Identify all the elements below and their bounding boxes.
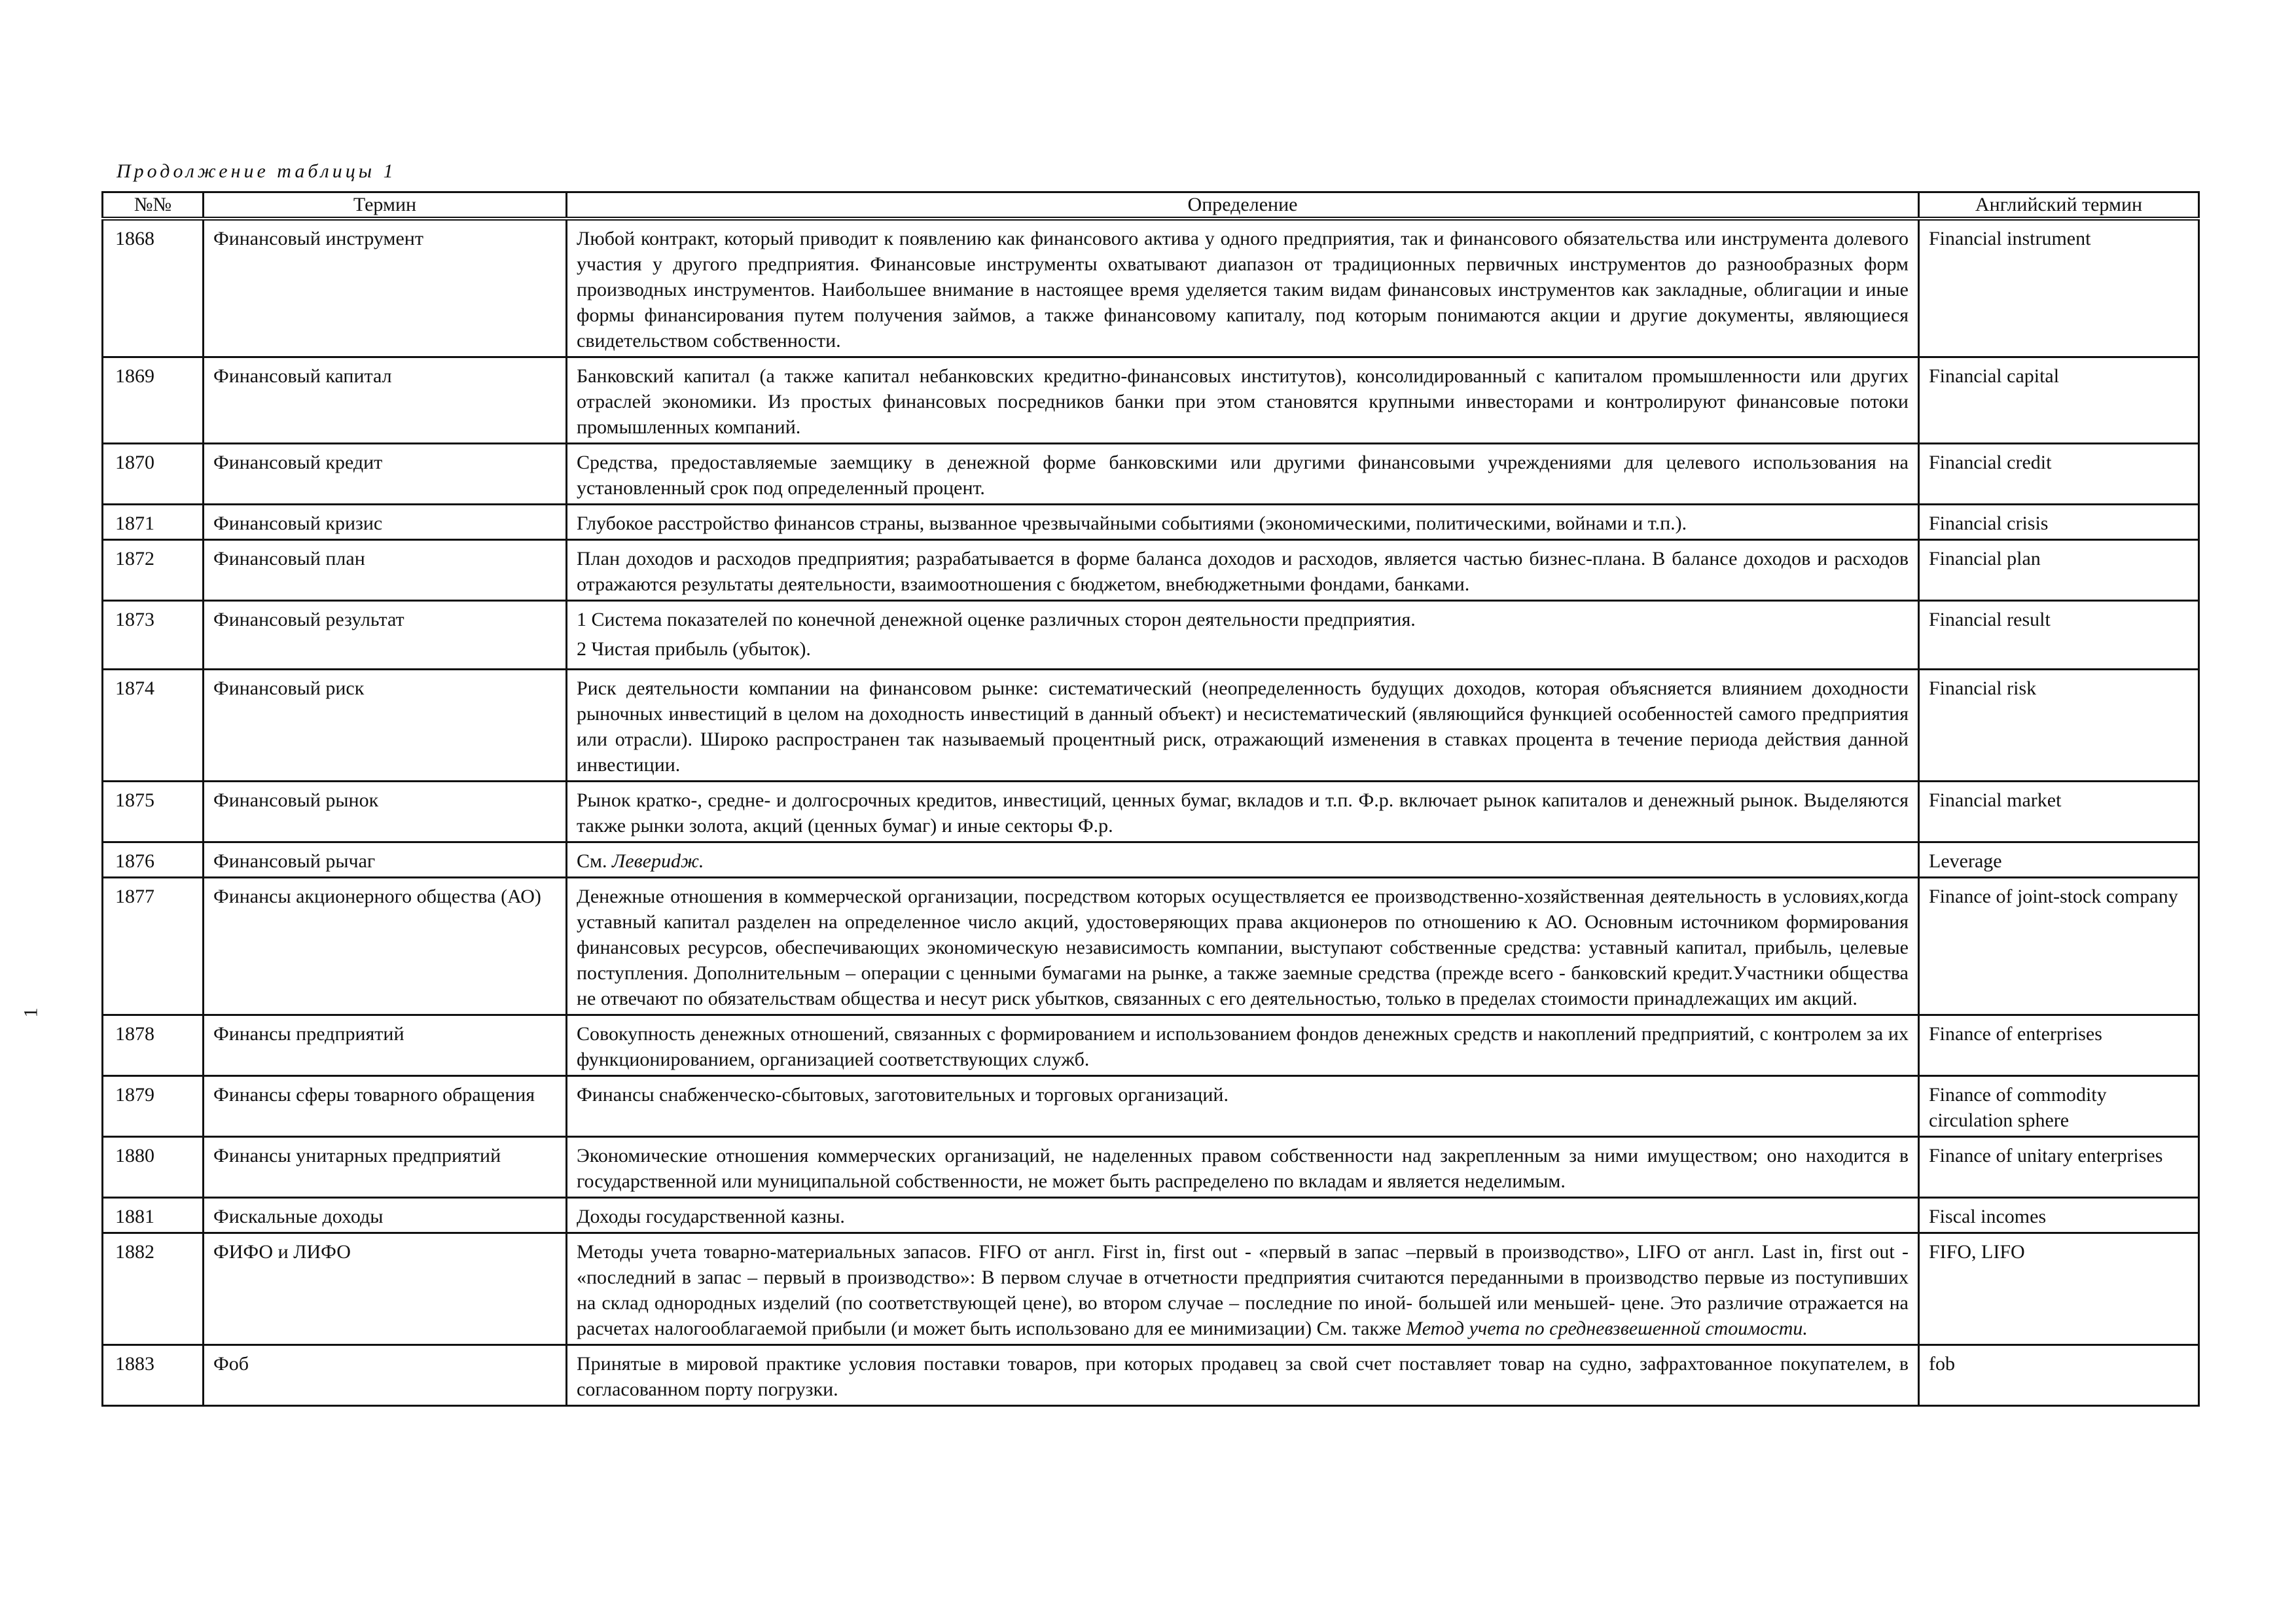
row-number: 1877 xyxy=(103,878,204,1015)
header-english: Английский термин xyxy=(1919,192,2199,219)
header-definition: Определение xyxy=(567,192,1919,219)
row-term: Финансовый инструмент xyxy=(204,219,567,357)
row-number: 1879 xyxy=(103,1076,204,1137)
definition-reference: Левериdж. xyxy=(612,850,704,872)
table-row xyxy=(103,601,2199,670)
row-number: 1875 xyxy=(103,782,204,842)
row-number: 1873 xyxy=(103,601,204,670)
definition-text: Рынок кратко-, средне- и долгосрочных кредитов, инвестиций, ценных бумаг, вкладов и т.п. Ф.р. включает рынок капиталов и денежный рынок. Выделяются также рынки золота, акций (ценных бумаг) и иные секторы Ф.р. xyxy=(577,789,1909,837)
terms-table xyxy=(101,191,2200,1407)
row-english-term: Fiscal incomes xyxy=(1919,1198,2199,1233)
row-english-term: Financial result xyxy=(1919,601,2199,670)
row-english-term: Financial plan xyxy=(1919,540,2199,601)
definition-text: Принятые в мировой практике условия поставки товаров, при которых продавец за свой счет поставляет товар на судно, зафрахтованное покупателем, в согласованном порту погрузки. xyxy=(577,1353,1909,1400)
table-row xyxy=(103,357,2199,444)
row-number: 1883 xyxy=(103,1345,204,1406)
row-english-term: Finance of joint-stock company xyxy=(1919,878,2199,1015)
definition-text: Методы учета товарно-материальных запасов. FIFO от англ. First in, first out - «первый в запас –первый в производство», LIFO от англ. Last in, first out - «последний в запас – первый в производство»: В первом случае в отчетности предприятия считаются переданными в производство первые из поступивших на склад однородных изделий (по соответствующей цене), во втором случае – последние по иной- большей или меньшей- цене. Это различие отражается на расчетах налогооблагаемой прибыли (и может быть использовано для ее минимизации) См. также xyxy=(577,1241,1909,1339)
definition-text: Денежные отношения в коммерческой организации, посредством которых осуществляется ее производственно-хозяйственная деятельность в условиях,когда уставный капитал разделен на определенное число акций, удостоверяющих права акционеров по отношению к АО. Основным источником формирования финансовых ресурсов, обеспечивающих экономическую независимость компании, выступают собственные средства: уставный капитал, прибыль, целевые поступления. Дополнительным – операции с ценными бумагами на рынке, а также заемные средства (прежде всего - банковский кредит.Участники общества не отвечают по обязательствам общества и несут риск убытков, связанных с его деятельностью, только в пределах стоимости принадлежащих им акций. xyxy=(577,886,1909,1009)
table-row xyxy=(103,505,2199,540)
row-english-term: Financial market xyxy=(1919,782,2199,842)
definition-text-2: 2 Чистая прибыль (убыток). xyxy=(577,638,811,660)
definition-text: См. xyxy=(577,850,612,872)
row-number: 1874 xyxy=(103,670,204,782)
row-term: Финансы унитарных предприятий xyxy=(204,1137,567,1198)
row-definition xyxy=(567,540,1919,601)
row-term: Финансовый кризис xyxy=(204,505,567,540)
table-row xyxy=(103,219,2199,357)
row-definition xyxy=(567,357,1919,444)
row-english-term: FIFO, LIFO xyxy=(1919,1233,2199,1345)
row-term: ФИФО и ЛИФО xyxy=(204,1233,567,1345)
table-body xyxy=(103,219,2199,1406)
row-definition xyxy=(567,444,1919,505)
row-number: 1869 xyxy=(103,357,204,444)
row-number: 1878 xyxy=(103,1015,204,1076)
row-number: 1868 xyxy=(103,219,204,357)
row-definition xyxy=(567,878,1919,1015)
row-term: Финансовый план xyxy=(204,540,567,601)
row-definition xyxy=(567,782,1919,842)
row-term: Финансовый результат xyxy=(204,601,567,670)
row-term: Фоб xyxy=(204,1345,567,1406)
definition-text: Любой контракт, который приводит к появлению как финансового актива у одного предприятия, так и финансового обязательства или инструмента долевого участия у другого предприятия. Финансовые инструменты охватывают диапазон от традиционных первичных инструментов до разнообразных форм производных инструментов. Наибольшее внимание в настоящее время уделяется таким видам финансовых инструментов как закладные, облигации и иные формы финансирования путем получения займов, а также финансовому капиталу, под которым понимаются акции и другие документы, являющиеся свидетельством собственности. xyxy=(577,228,1909,352)
table-header xyxy=(103,192,2199,219)
definition-text: Доходы государственной казны. xyxy=(577,1206,845,1227)
row-number: 1880 xyxy=(103,1137,204,1198)
row-english-term: Financial crisis xyxy=(1919,505,2199,540)
row-definition xyxy=(567,1345,1919,1406)
row-english-term: Financial credit xyxy=(1919,444,2199,505)
definition-text: Глубокое расстройство финансов страны, вызванное чрезвычайными событиями (экономическими, политическими, войнами и т.п.). xyxy=(577,513,1687,534)
definition-reference: Метод учета по средневзвешенной стоимости. xyxy=(1406,1318,1808,1339)
table-row xyxy=(103,842,2199,878)
row-english-term: Financial capital xyxy=(1919,357,2199,444)
row-english-term: fob xyxy=(1919,1345,2199,1406)
definition-text: Банковский капитал (а также капитал небанковских кредитно-финансовых институтов), консолидированный с капиталом промышленности или других отраслей экономики. Из простых финансовых посредников банки при этом становятся крупными инвесторами и контролируют финансовые потоки промышленных компаний. xyxy=(577,365,1909,438)
table-row xyxy=(103,670,2199,782)
row-definition xyxy=(567,219,1919,357)
row-definition xyxy=(567,670,1919,782)
table-row xyxy=(103,1233,2199,1345)
row-definition xyxy=(567,505,1919,540)
header-num: №№ xyxy=(103,192,204,219)
row-english-term: Leverage xyxy=(1919,842,2199,878)
definition-text: Финансы снабженческо-сбытовых, заготовительных и торговых организаций. xyxy=(577,1084,1229,1106)
definition-text: Риск деятельности компании на финансовом рынке: систематический (неопределенность будущих доходов, которая объясняется влиянием доходности рыночных инвестиций в целом на доходность инвестиций в данный объект) и несистематический (являющийся функцией особенностей самого предприятия или отрасли). Широко распространен так называемый процентный риск, отражающий изменения в ставках процента в течение периода действия данной инвестиции. xyxy=(577,677,1909,776)
row-number: 1872 xyxy=(103,540,204,601)
row-definition xyxy=(567,1233,1919,1345)
definition-text: План доходов и расходов предприятия; разрабатывается в форме баланса доходов и расходов, является частью бизнес-плана. В балансе доходов и расходов отражаются результаты деятельности, взаимоотношения с бюджетом, внебюджетными фондами, банками. xyxy=(577,548,1909,595)
row-number: 1882 xyxy=(103,1233,204,1345)
table-row xyxy=(103,1076,2199,1137)
row-definition xyxy=(567,1137,1919,1198)
row-english-term: Financial instrument xyxy=(1919,219,2199,357)
table-row xyxy=(103,1015,2199,1076)
table-row xyxy=(103,878,2199,1015)
row-english-term: Finance of enterprises xyxy=(1919,1015,2199,1076)
row-number: 1870 xyxy=(103,444,204,505)
row-term: Финансы сферы товарного обращения xyxy=(204,1076,567,1137)
row-term: Финансовый риск xyxy=(204,670,567,782)
row-term: Финансы акционерного общества (АО) xyxy=(204,878,567,1015)
definition-text: Средства, предоставляемые заемщику в денежной форме банковскими или другими финансовыми учреждениями для целевого использования на установленный срок под определенный процент. xyxy=(577,452,1909,499)
row-term: Финансы предприятий xyxy=(204,1015,567,1076)
row-definition xyxy=(567,842,1919,878)
row-definition xyxy=(567,1015,1919,1076)
margin-page-number: 1 xyxy=(20,1007,42,1018)
row-term: Финансовый рынок xyxy=(204,782,567,842)
header-term: Термин xyxy=(204,192,567,219)
definition-text: 1 Система показателей по конечной денежной оценке различных сторон деятельности предприятия. xyxy=(577,609,1416,630)
row-number: 1876 xyxy=(103,842,204,878)
row-definition xyxy=(567,1198,1919,1233)
row-term: Фискальные доходы xyxy=(204,1198,567,1233)
definition-text: Экономические отношения коммерческих организаций, не наделенных правом собственности над закрепленным за ними имуществом; оно находится в государственной или муниципальной собственности, не может быть распределено по вкладам и является неделимым. xyxy=(577,1145,1909,1192)
table-row xyxy=(103,1137,2199,1198)
table-row xyxy=(103,782,2199,842)
table-row xyxy=(103,444,2199,505)
table-caption: Продолжение таблицы 1 xyxy=(117,160,397,182)
row-number: 1881 xyxy=(103,1198,204,1233)
header-row xyxy=(103,192,2199,219)
row-definition xyxy=(567,1076,1919,1137)
table-row xyxy=(103,540,2199,601)
row-term: Финансовый капитал xyxy=(204,357,567,444)
table-row xyxy=(103,1345,2199,1406)
row-term: Финансовый кредит xyxy=(204,444,567,505)
row-english-term: Finance of commodity circulation sphere xyxy=(1919,1076,2199,1137)
row-definition xyxy=(567,601,1919,670)
table-row xyxy=(103,1198,2199,1233)
row-english-term: Financial risk xyxy=(1919,670,2199,782)
row-term: Финансовый рычаг xyxy=(204,842,567,878)
definition-text: Совокупность денежных отношений, связанных с формированием и использованием фондов денежных средств и накоплений предприятий, с контролем за их функционированием, организацией соответствующих служб. xyxy=(577,1023,1909,1070)
row-number: 1871 xyxy=(103,505,204,540)
row-english-term: Finance of unitary enterprises xyxy=(1919,1137,2199,1198)
